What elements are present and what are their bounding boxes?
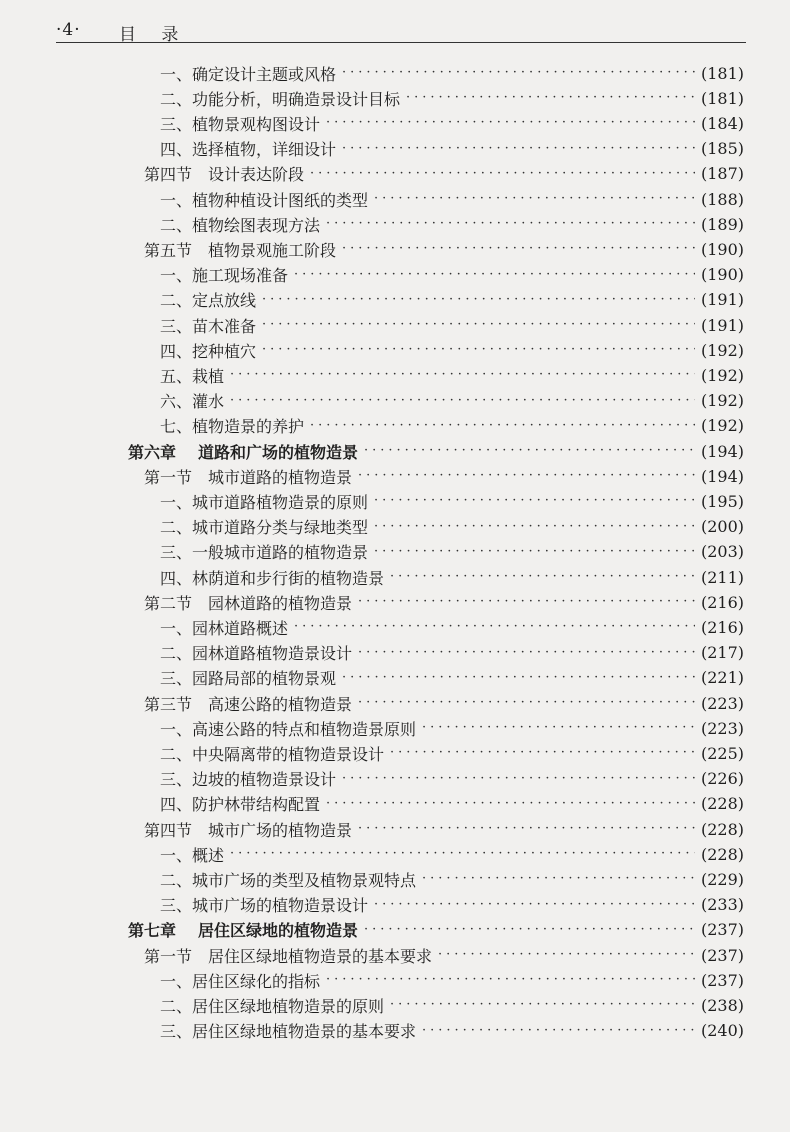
- toc-entry-title: 六、灌水: [160, 392, 225, 412]
- toc-item-row: [160, 740, 744, 766]
- dot-leader: [342, 665, 695, 691]
- toc-section-number: 第一节: [144, 946, 193, 966]
- toc-page-number: (195): [700, 491, 744, 511]
- toc-entry-label: [128, 918, 364, 941]
- toc-item-row: [160, 262, 744, 288]
- toc-page-number: (221): [700, 668, 744, 688]
- toc-section-number: 第六章: [128, 442, 177, 462]
- toc-entry-label: [160, 87, 406, 110]
- toc-page-number: (181): [700, 88, 744, 108]
- toc-page-number: (228): [700, 794, 744, 814]
- toc-item-row: [160, 110, 744, 136]
- toc-entry-label: [144, 818, 358, 841]
- toc-section-row: [144, 236, 744, 262]
- toc-entry-label: [160, 364, 230, 387]
- toc-page-number: (190): [700, 265, 744, 285]
- toc-entry-label: [128, 440, 364, 463]
- toc-item-row: [160, 337, 744, 363]
- toc-entry-label: [160, 137, 342, 160]
- toc-entry-label: [144, 591, 358, 614]
- toc-entry-label: [160, 969, 326, 992]
- dot-leader: [326, 967, 695, 993]
- toc-entry-title: 一、施工现场准备: [160, 266, 289, 286]
- toc-item-row: [160, 564, 744, 590]
- dot-leader: [342, 766, 695, 792]
- dot-leader: [310, 413, 695, 439]
- toc-item-row: [160, 967, 744, 993]
- toc-section-row: [144, 690, 744, 716]
- dot-leader: [294, 262, 695, 288]
- toc-entry-label: [160, 490, 374, 513]
- dot-leader: [374, 488, 695, 514]
- toc-page-number: (200): [700, 517, 744, 537]
- toc-entry-title: 一、城市道路植物造景的原则: [160, 492, 369, 512]
- toc-entry-label: [160, 843, 230, 866]
- toc-page-number: (211): [700, 567, 744, 587]
- toc-entry-title: 设计表达阶段: [208, 165, 305, 185]
- toc-entry-title: 二、居住区绿地植物造景的原则: [160, 996, 385, 1016]
- toc-entry-title: 居住区绿地的植物造景: [198, 921, 359, 941]
- toc-page-number: (187): [700, 164, 744, 184]
- toc-entry-title: 二、植物绘图表现方法: [160, 215, 321, 235]
- toc-entry-title: 园林道路的植物造景: [208, 593, 353, 613]
- toc-entry-label: [160, 314, 262, 337]
- dot-leader: [358, 640, 695, 666]
- dot-leader: [294, 614, 695, 640]
- toc-page-number: (188): [700, 189, 744, 209]
- toc-entry-label: [160, 515, 374, 538]
- toc-entry-title: 二、城市道路分类与绿地类型: [160, 518, 369, 538]
- toc-page-number: (194): [700, 466, 744, 486]
- toc-entry-label: [160, 566, 390, 589]
- toc-entry-title: 城市广场的植物造景: [208, 820, 353, 840]
- dot-leader: [358, 589, 695, 615]
- toc-page-number: (228): [700, 844, 744, 864]
- toc-section-row: [144, 161, 744, 187]
- toc-item-row: [160, 665, 744, 691]
- dot-leader: [230, 388, 695, 414]
- dot-leader: [422, 866, 695, 892]
- dot-leader: [342, 236, 695, 262]
- toc-entry-title: 四、林荫道和步行街的植物造景: [160, 568, 385, 588]
- toc-item-row: [160, 488, 744, 514]
- toc-item-row: [160, 866, 744, 892]
- toc-page-number: (190): [700, 239, 744, 259]
- dot-leader: [364, 438, 695, 464]
- toc-page-number: (226): [700, 769, 744, 789]
- toc-entry-label: [144, 692, 358, 715]
- toc-entry-title: 四、防护林带结构配置: [160, 795, 321, 815]
- toc-item-row: [160, 362, 744, 388]
- toc-entry-label: [144, 238, 342, 261]
- dot-leader: [374, 514, 695, 540]
- dot-leader: [262, 287, 695, 313]
- toc-item-row: [160, 413, 744, 439]
- toc-entry-label: [160, 641, 358, 664]
- toc-entry-label: [160, 792, 326, 815]
- toc-entry-title: 五、栽植: [160, 366, 225, 386]
- toc-item-row: [160, 1018, 744, 1044]
- toc-entry-label: [144, 162, 310, 185]
- toc-section-number: 第二节: [144, 593, 193, 613]
- toc-entry-label: [160, 263, 294, 286]
- toc-page-number: (192): [700, 340, 744, 360]
- toc-page-number: (228): [700, 819, 744, 839]
- toc-entry-label: [160, 389, 230, 412]
- toc-page-number: (238): [700, 995, 744, 1015]
- dot-leader: [358, 816, 695, 842]
- toc-entry-title: 一、确定设计主题或风格: [160, 64, 337, 84]
- dot-leader: [374, 186, 695, 212]
- toc-item-row: [160, 892, 744, 918]
- dot-leader: [438, 942, 695, 968]
- toc-entry-label: [144, 944, 438, 967]
- toc-page-number: (237): [700, 970, 744, 990]
- toc-entry-title: 二、定点放线: [160, 291, 257, 311]
- toc-page-number: (225): [700, 743, 744, 763]
- toc-item-row: [160, 211, 744, 237]
- toc-section-number: 第五节: [144, 240, 193, 260]
- toc-entry-title: 三、一般城市道路的植物造景: [160, 543, 369, 563]
- dot-leader: [342, 60, 695, 86]
- toc-item-row: [160, 136, 744, 162]
- toc-section-number: 第三节: [144, 694, 193, 714]
- toc-item-row: [160, 841, 744, 867]
- toc-item-row: [160, 514, 744, 540]
- toc-section-row: [144, 463, 744, 489]
- dot-leader: [390, 564, 695, 590]
- toc-page-number: (203): [700, 542, 744, 562]
- toc-entry-title: 道路和广场的植物造景: [198, 442, 359, 462]
- toc-entry-title: 二、中央隔离带的植物造景设计: [160, 744, 385, 764]
- dot-leader: [406, 85, 695, 111]
- toc-item-row: [160, 539, 744, 565]
- toc-page-number: (191): [700, 290, 744, 310]
- toc-page-number: (237): [700, 920, 744, 940]
- toc-entry-label: [160, 994, 390, 1017]
- dot-leader: [262, 337, 695, 363]
- dot-leader: [390, 740, 695, 766]
- dot-leader: [358, 690, 695, 716]
- toc-item-row: [160, 791, 744, 817]
- toc-entry-title: 一、概述: [160, 845, 225, 865]
- toc-item-row: [160, 766, 744, 792]
- toc-item-row: [160, 715, 744, 741]
- dot-leader: [230, 841, 695, 867]
- dot-leader: [422, 1018, 695, 1044]
- dot-leader: [390, 992, 695, 1018]
- toc-entry-title: 一、居住区绿化的指标: [160, 971, 321, 991]
- toc-item-row: [160, 60, 744, 86]
- toc-entry-label: [160, 213, 326, 236]
- dot-leader: [358, 463, 695, 489]
- toc-entry-label: [160, 717, 422, 740]
- toc-item-row: [160, 640, 744, 666]
- toc-item-row: [160, 85, 744, 111]
- toc-entry-title: 植物景观施工阶段: [208, 240, 337, 260]
- toc-page-number: (194): [700, 441, 744, 461]
- dot-leader: [422, 715, 695, 741]
- toc-entry-label: [160, 616, 294, 639]
- toc-section-row: [144, 589, 744, 615]
- toc-entry-label: [160, 188, 374, 211]
- toc-page-number: (216): [700, 617, 744, 637]
- toc-section-number: 第四节: [144, 820, 193, 840]
- toc-item-row: [160, 614, 744, 640]
- dot-leader: [374, 539, 695, 565]
- toc-page-number: (229): [700, 869, 744, 889]
- page-header: [56, 18, 746, 43]
- toc-entry-label: [160, 666, 342, 689]
- toc-entry-label: [160, 742, 390, 765]
- toc-page-number: (217): [700, 643, 744, 663]
- toc-page-number: (192): [700, 391, 744, 411]
- toc-page-number: (223): [700, 693, 744, 713]
- toc-entry-label: [160, 893, 374, 916]
- toc-entry-label: [160, 339, 262, 362]
- dot-leader: [326, 110, 695, 136]
- toc-entry-label: [160, 414, 310, 437]
- toc-page-number: (184): [700, 113, 744, 133]
- page-number: ·4·: [56, 20, 81, 40]
- toc-page-number: (237): [700, 945, 744, 965]
- toc-entry-title: 三、城市广场的植物造景设计: [160, 896, 369, 916]
- toc-section-row: [144, 816, 744, 842]
- toc-entry-title: 居住区绿地植物造景的基本要求: [208, 946, 433, 966]
- toc-entry-title: 二、园林道路植物造景设计: [160, 644, 353, 664]
- toc-page-number: (223): [700, 718, 744, 738]
- toc-chapter-row: [128, 438, 744, 464]
- dot-leader: [326, 211, 695, 237]
- toc-section-number: 第一节: [144, 467, 193, 487]
- dot-leader: [230, 362, 695, 388]
- toc-entry-label: [160, 112, 326, 135]
- toc-entry-label: [160, 540, 374, 563]
- toc-entry-label: [160, 767, 342, 790]
- toc-item-row: [160, 312, 744, 338]
- toc-page-number: (233): [700, 895, 744, 915]
- toc-entry-title: 三、苗木准备: [160, 316, 257, 336]
- toc-item-row: [160, 287, 744, 313]
- dot-leader: [310, 161, 695, 187]
- dot-leader: [326, 791, 695, 817]
- toc-entry-label: [160, 288, 262, 311]
- page-title: 目 录: [119, 25, 189, 45]
- toc-entry-label: [160, 868, 422, 891]
- toc-entry-title: 四、选择植物，详细设计: [160, 140, 337, 160]
- toc-entry-title: 七、植物造景的养护: [160, 417, 305, 437]
- toc-entry-title: 高速公路的植物造景: [208, 694, 353, 714]
- toc-page-number: (181): [700, 63, 744, 83]
- toc-entry-title: 城市道路的植物造景: [208, 467, 353, 487]
- toc-section-row: [144, 942, 744, 968]
- toc-page-number: (216): [700, 592, 744, 612]
- dot-leader: [374, 892, 695, 918]
- dot-leader: [364, 917, 695, 943]
- toc-page-number: (189): [700, 214, 744, 234]
- toc-page-number: (240): [700, 1021, 744, 1041]
- toc-item-row: [160, 992, 744, 1018]
- toc-page-number: (191): [700, 315, 744, 335]
- toc-entry-label: [160, 1019, 422, 1042]
- toc-page-number: (192): [700, 416, 744, 436]
- toc-page-number: (192): [700, 365, 744, 385]
- toc-entry-title: 一、园林道路概述: [160, 618, 289, 638]
- toc-chapter-row: [128, 917, 744, 943]
- toc-page-number: (185): [700, 139, 744, 159]
- toc-entry-title: 四、挖种植穴: [160, 341, 257, 361]
- dot-leader: [342, 136, 695, 162]
- toc-item-row: [160, 186, 744, 212]
- toc-entry-title: 三、居住区绿地植物造景的基本要求: [160, 1022, 417, 1042]
- toc-entry-title: 二、城市广场的类型及植物景观特点: [160, 870, 417, 890]
- toc-section-number: 第四节: [144, 165, 193, 185]
- toc-entry-title: 三、植物景观构图设计: [160, 114, 321, 134]
- toc-entry-title: 一、高速公路的特点和植物造景原则: [160, 719, 417, 739]
- toc-entry-title: 一、植物种植设计图纸的类型: [160, 190, 369, 210]
- toc-entry-title: 二、功能分析，明确造景设计目标: [160, 89, 401, 109]
- dot-leader: [262, 312, 695, 338]
- toc-entry-label: [144, 465, 358, 488]
- toc-entry-title: 三、园路局部的植物景观: [160, 669, 337, 689]
- toc-entry-label: [160, 62, 342, 85]
- toc-entry-title: 三、边坡的植物造景设计: [160, 770, 337, 790]
- toc-section-number: 第七章: [128, 921, 177, 941]
- toc-item-row: [160, 388, 744, 414]
